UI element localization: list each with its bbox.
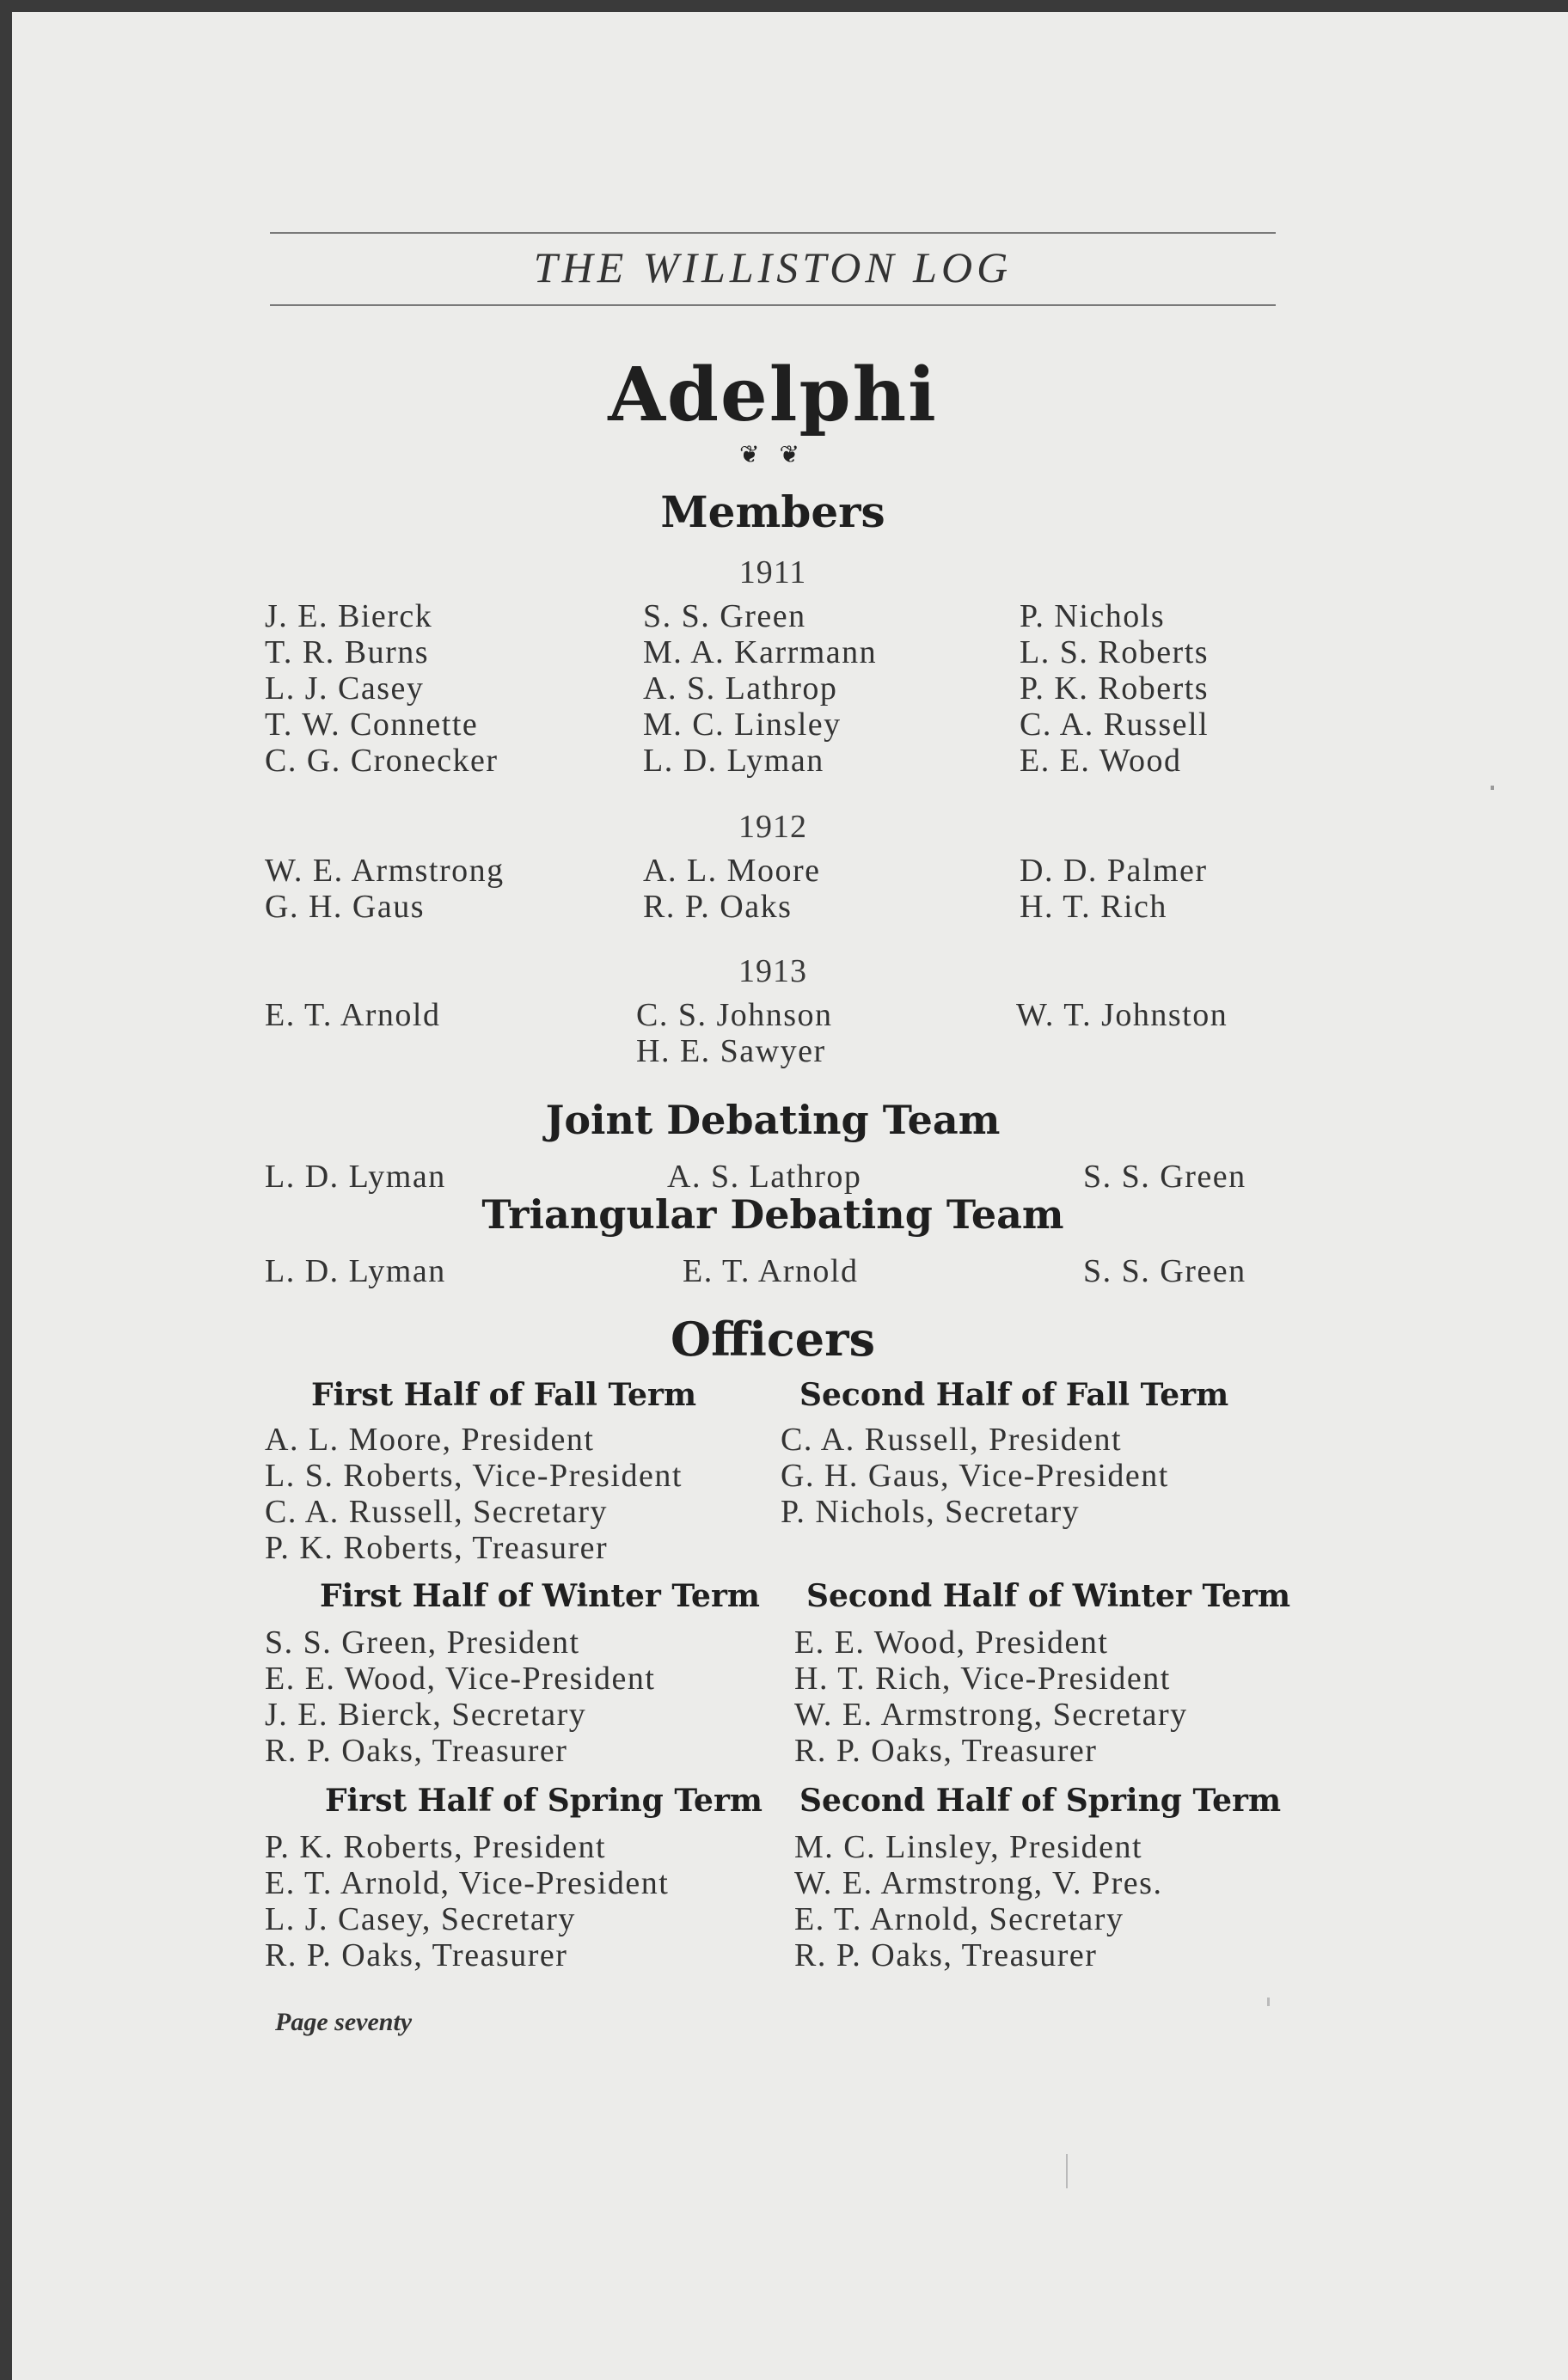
member-name: T. W. Connette — [265, 707, 479, 743]
officer-line: R. P. Oaks, Treasurer — [794, 1733, 1098, 1769]
officer-line: W. E. Armstrong, V. Pres. — [794, 1865, 1163, 1901]
member-name: T. R. Burns — [265, 634, 430, 670]
officer-line: W. E. Armstrong, Secretary — [794, 1697, 1188, 1733]
member-name: L. D. Lyman — [643, 743, 824, 779]
officer-line: L. S. Roberts, Vice-President — [265, 1458, 683, 1494]
officer-line: C. A. Russell, Secretary — [265, 1494, 609, 1530]
term-heading-spring-second: Second Half of Spring Term — [799, 1783, 1282, 1819]
officers-fall-second — [781, 1422, 1169, 1530]
member-name: J. E. Bierck — [265, 598, 433, 634]
members-1911-col-2 — [643, 598, 877, 779]
officer-line: P. K. Roberts, President — [265, 1829, 606, 1865]
officers-winter-second — [794, 1624, 1188, 1769]
officers-spring-second — [794, 1829, 1162, 1973]
member-name: R. P. Oaks — [643, 889, 793, 925]
running-title: THE WILLISTON LOG — [533, 243, 1013, 291]
member-name: C. S. Johnson — [636, 997, 833, 1033]
officer-line: R. P. Oaks, Treasurer — [265, 1733, 568, 1769]
member-name: S. S. Green — [643, 598, 806, 634]
officer-line: A. L. Moore, President — [265, 1422, 595, 1458]
officer-line: E. E. Wood, Vice-President — [265, 1661, 656, 1697]
officer-line: E. E. Wood, President — [794, 1624, 1109, 1661]
paper-speck — [1267, 1998, 1270, 2006]
officers-fall-first — [265, 1422, 683, 1566]
officer-line: R. P. Oaks, Treasurer — [794, 1937, 1098, 1973]
header-bottom-rule — [270, 304, 1276, 306]
member-name: C. A. Russell — [1020, 707, 1210, 743]
member-name: A. S. Lathrop — [643, 670, 838, 707]
officer-line: G. H. Gaus, Vice-President — [781, 1458, 1169, 1494]
officer-line: E. T. Arnold, Vice-President — [265, 1865, 670, 1901]
triangular-debating-name-3: S. S. Green — [1083, 1253, 1246, 1289]
officer-line: R. P. Oaks, Treasurer — [265, 1937, 568, 1973]
members-1911-col-3 — [1020, 598, 1209, 779]
triangular-debating-name-2: E. T. Arnold — [683, 1253, 859, 1289]
member-name: H. E. Sawyer — [636, 1033, 826, 1069]
triangular-debating-heading: Triangular Debating Team — [481, 1191, 1064, 1238]
page-title: Adelphi — [608, 352, 938, 438]
member-name: G. H. Gaus — [265, 889, 425, 925]
joint-debating-name-1: L. D. Lyman — [265, 1159, 446, 1195]
member-name: L. J. Casey — [265, 670, 425, 707]
officer-line: J. E. Bierck, Secretary — [265, 1697, 587, 1733]
term-heading-fall-first: First Half of Fall Term — [311, 1377, 697, 1413]
officer-line: H. T. Rich, Vice-President — [794, 1661, 1171, 1697]
members-1913-col-2 — [636, 997, 833, 1069]
member-name: E. E. Wood — [1020, 743, 1182, 779]
members-1912-col-3 — [1020, 853, 1208, 925]
ornament: ❦ ❦ — [739, 442, 806, 468]
officers-heading: Officers — [671, 1312, 875, 1367]
member-name: D. D. Palmer — [1020, 853, 1208, 889]
officer-line: P. Nichols, Secretary — [781, 1494, 1081, 1530]
member-name: C. G. Cronecker — [265, 743, 499, 779]
year-1912: 1912 — [738, 809, 807, 845]
year-1911: 1911 — [738, 554, 807, 590]
year-1913: 1913 — [738, 953, 807, 989]
member-name: M. C. Linsley — [643, 707, 842, 743]
member-name: W. T. Johnston — [1016, 997, 1228, 1033]
joint-debating-name-2: A. S. Lathrop — [667, 1159, 862, 1195]
member-name: E. T. Arnold — [265, 997, 441, 1033]
member-name: P. Nichols — [1020, 598, 1166, 634]
members-1911-col-1 — [265, 598, 499, 779]
members-1912-col-1 — [265, 853, 505, 925]
term-heading-spring-first: First Half of Spring Term — [325, 1783, 763, 1819]
joint-debating-name-3: S. S. Green — [1083, 1159, 1246, 1195]
officer-line: S. S. Green, President — [265, 1624, 580, 1661]
header-top-rule — [270, 232, 1276, 234]
member-name: A. L. Moore — [643, 853, 821, 889]
members-heading: Members — [660, 486, 885, 537]
member-name: L. S. Roberts — [1020, 634, 1210, 670]
term-heading-winter-first: First Half of Winter Term — [320, 1578, 760, 1614]
document-page — [12, 12, 1568, 2380]
members-1913-col-1 — [265, 997, 440, 1033]
member-name: P. K. Roberts — [1020, 670, 1210, 707]
officers-winter-first — [265, 1624, 655, 1769]
officer-line: C. A. Russell, President — [781, 1422, 1123, 1458]
member-name: W. E. Armstrong — [265, 853, 505, 889]
page-number: Page seventy — [275, 2008, 413, 2036]
member-name: M. A. Karrmann — [643, 634, 878, 670]
joint-debating-heading: Joint Debating Team — [545, 1097, 1001, 1143]
term-heading-fall-second: Second Half of Fall Term — [799, 1377, 1229, 1413]
officers-spring-first — [265, 1829, 669, 1973]
paper-speck — [1491, 786, 1494, 790]
member-name: H. T. Rich — [1020, 889, 1167, 925]
paper-speck — [1066, 2154, 1068, 2188]
members-1913-col-3 — [1016, 997, 1228, 1033]
officer-line: L. J. Casey, Secretary — [265, 1901, 576, 1937]
officer-line: M. C. Linsley, President — [794, 1829, 1143, 1865]
officer-line: P. K. Roberts, Treasurer — [265, 1530, 609, 1566]
members-1912-col-2 — [643, 853, 820, 925]
triangular-debating-name-1: L. D. Lyman — [265, 1253, 446, 1289]
term-heading-winter-second: Second Half of Winter Term — [806, 1578, 1291, 1614]
officer-line: E. T. Arnold, Secretary — [794, 1901, 1124, 1937]
